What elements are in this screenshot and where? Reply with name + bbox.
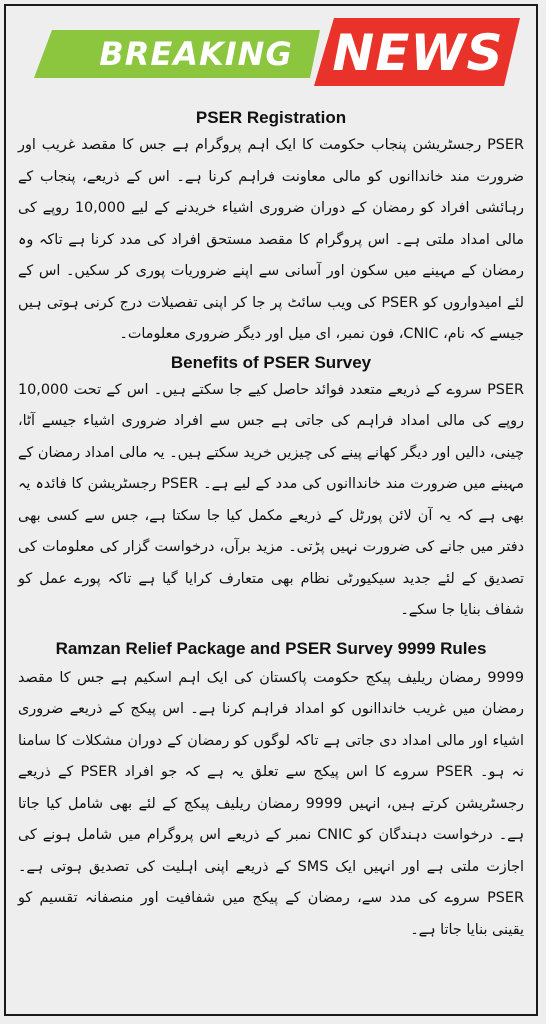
section-body-registration: PSER رجسٹریشن پنجاب حکومت کا ایک اہم پروگرام ہے جس کا مقصد غریب اور ضرورت مند خانداانوں کو مالی معاونت فراہم کرنا ہے۔ اس کے ذریعے، پنجاب کے رہائشی افراد کو رمضان کے دوران ضروری اشیاء خریدنے کے لیے 10,000 روپے کی مالی امداد ملتی ہے۔ اس پروگرام کا مقصد مستحق افراد کی مدد کرنا ہے تاکہ وہ رمضان کے مہینے میں سکون اور آسانی سے اپنے ضروریات پوری کر سکیں۔ اس کے لئے امیدواروں کو PSER کی ویب سائٹ پر جا کر اپنی تفصیلات درج کرنی ہوتی ہیں جیسے کہ نام، CNIC، فون نمبر، ای میل اور دیگر ضروری معلومات۔	[18, 137, 524, 342]
section-heading-registration: PSER Registration	[195, 108, 347, 127]
banner-news-text: NEWS	[332, 24, 504, 82]
section-heading-benefits: Benefits of PSER Survey	[170, 352, 372, 372]
article-content	[14, 104, 528, 946]
breaking-news-banner	[34, 16, 520, 86]
section-body-benefits: PSER سروے کے ذریعے متعدد فوائد حاصل کیے جا سکتے ہیں۔ اس کے تحت 10,000 روپے کی مالی امداد فراہم کی جاتی ہے جس سے افراد ضروری اشیاء جیسے آٹا، چینی، دالیں اور دیگر کھانے پینے کی چیزیں خرید سکتے ہیں۔ یہ مالی امداد رمضان کے مہینے میں ضرورت مند خانداانوں کی مدد کے لیے ہے۔ PSER رجسٹریشن کا فائدہ یہ بھی ہے کہ یہ آن لائن پورٹل کے ذریعے مکمل کیا جا سکتا ہے، جس سے کسی بھی دفتر میں جانے کی ضرورت نہیں پڑتی۔ مزید برآں، درخواست گزار کی معلومات کی تصدیق کے لئے جدید سیکیورٹی نظام بھی متعارف کرایا گیا ہے تاکہ پورے عمل کو شفاف بنایا جا سکے۔	[18, 381, 524, 618]
banner-breaking-text: BREAKING	[99, 35, 293, 73]
section-heading-ramzan-package: Ramzan Relief Package and PSER Survey 9999 Rules	[55, 638, 487, 658]
section-body-ramzan-package: 9999 رمضان ریلیف پیکج حکومت پاکستان کی ایک اہم اسکیم ہے جس کا مقصد رمضان میں غریب خانداانوں کو امداد فراہم کرنا ہے۔ اس پیکج کے ذریعے ضروری اشیاء اور مالی امداد دی جاتی ہے تاکہ لوگوں کو رمضان کے دوران مشکلات کا سامنا نہ ہو۔ PSER سروے کا اس پیکج سے تعلق یہ ہے کہ جو افراد PSER کے ذریعے رجسٹریشن کرتے ہیں، انہیں 9999 رمضان ریلیف پیکج کے لئے بھی شامل کیا جاتا ہے۔ درخواست دہندگان کو CNIC نمبر کے ذریعے اس پروگرام میں شامل ہونے کی اجازت ملتی ہے اور انہیں ایک SMS کے ذریعے اپنی اہلیت کی تصدیق ہوتی ہے۔ PSER سروے کی مدد سے، رمضان کے پیکج میں شفافیت اور منصفانہ تقسیم کو یقینی بنایا جاتا ہے۔	[18, 669, 524, 938]
